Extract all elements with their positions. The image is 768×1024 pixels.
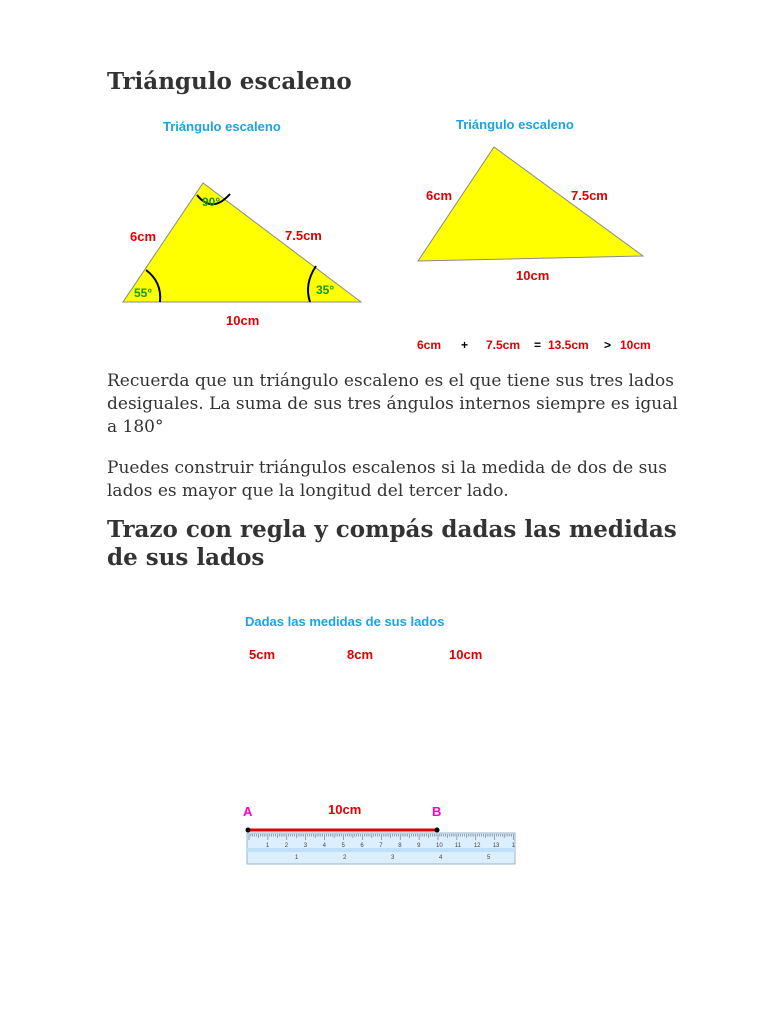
inequality-b: 7.5cm bbox=[486, 338, 521, 352]
side-bottom-label: 10cm bbox=[226, 313, 260, 328]
side-left-label: 6cm bbox=[130, 229, 157, 244]
angle-right-label: 35° bbox=[316, 283, 335, 297]
ruler-bottom-number: 2 bbox=[343, 855, 347, 861]
side-right-label: 7.5cm bbox=[285, 228, 322, 243]
inequality-c: 10cm bbox=[620, 338, 651, 352]
ruler-top-number: 4 bbox=[322, 843, 326, 849]
ruler-top-number: 1 bbox=[265, 843, 270, 849]
diagram-left-title: Triángulo escaleno bbox=[163, 119, 281, 134]
ruler-top-number: 7 bbox=[379, 843, 383, 849]
ruler-top-number: 10 bbox=[436, 843, 443, 849]
paragraph-definition: Recuerda que un triángulo escaleno es el que tiene sus tres lados desiguales. La suma de sus tres ángulos internos siempre es igual a 180° bbox=[107, 371, 678, 437]
ruler-top-number: 5 bbox=[341, 843, 345, 849]
ruler-bottom-number: 1 bbox=[295, 855, 299, 861]
angle-left-label: 55° bbox=[134, 286, 153, 300]
ruler-top-number: 3 bbox=[303, 843, 308, 849]
ruler-bottom-number: 4 bbox=[439, 855, 443, 861]
point-a bbox=[246, 828, 251, 833]
measure-10cm: 10cm bbox=[449, 647, 483, 662]
ruler-top-number: 2 bbox=[284, 843, 289, 849]
ruler-top-number: 6 bbox=[360, 843, 364, 849]
point-b-label: B bbox=[432, 804, 442, 819]
point-b bbox=[435, 828, 440, 833]
paragraph-construction-rule: Puedes construir triángulos escalenos si la medida de dos de sus lados es mayor que la longitud del tercer lado. bbox=[107, 458, 667, 501]
side-left-label: 6cm bbox=[426, 188, 453, 203]
angle-top-label: 90° bbox=[202, 195, 221, 209]
ruler bbox=[247, 833, 516, 864]
side-bottom-label: 10cm bbox=[516, 268, 550, 283]
section-title-ruler-compass: Trazo con regla y compás dadas las medidas de sus lados bbox=[107, 516, 677, 571]
diagram-right-title: Triángulo escaleno bbox=[456, 117, 574, 132]
side-right-label: 7.5cm bbox=[571, 188, 608, 203]
ruler-bottom-number: 5 bbox=[487, 855, 491, 861]
diagram-title: Dadas las medidas de sus lados bbox=[245, 614, 445, 629]
inequality-greater: > bbox=[604, 338, 612, 352]
inequality-equals: = bbox=[534, 338, 542, 352]
inequality-sum: 13.5cm bbox=[548, 338, 589, 352]
ruler-top-number: 11 bbox=[454, 843, 462, 849]
ruler-top-number: 1 bbox=[511, 843, 515, 849]
point-a-label: A bbox=[243, 804, 253, 819]
ruler-top-number: 12 bbox=[473, 843, 481, 849]
segment-length-label: 10cm bbox=[328, 802, 362, 817]
section-title-scalene: Triángulo escaleno bbox=[107, 68, 352, 95]
ruler-top-number: 9 bbox=[417, 843, 421, 849]
ruler-top-number: 8 bbox=[398, 843, 402, 849]
measure-5cm: 5cm bbox=[249, 647, 276, 662]
ruler-bottom-number: 3 bbox=[391, 855, 395, 861]
ruler-top-number: 13 bbox=[492, 843, 500, 849]
measure-8cm: 8cm bbox=[347, 647, 374, 662]
inequality-a: 6cm bbox=[417, 338, 442, 352]
inequality-plus: + bbox=[461, 338, 469, 352]
